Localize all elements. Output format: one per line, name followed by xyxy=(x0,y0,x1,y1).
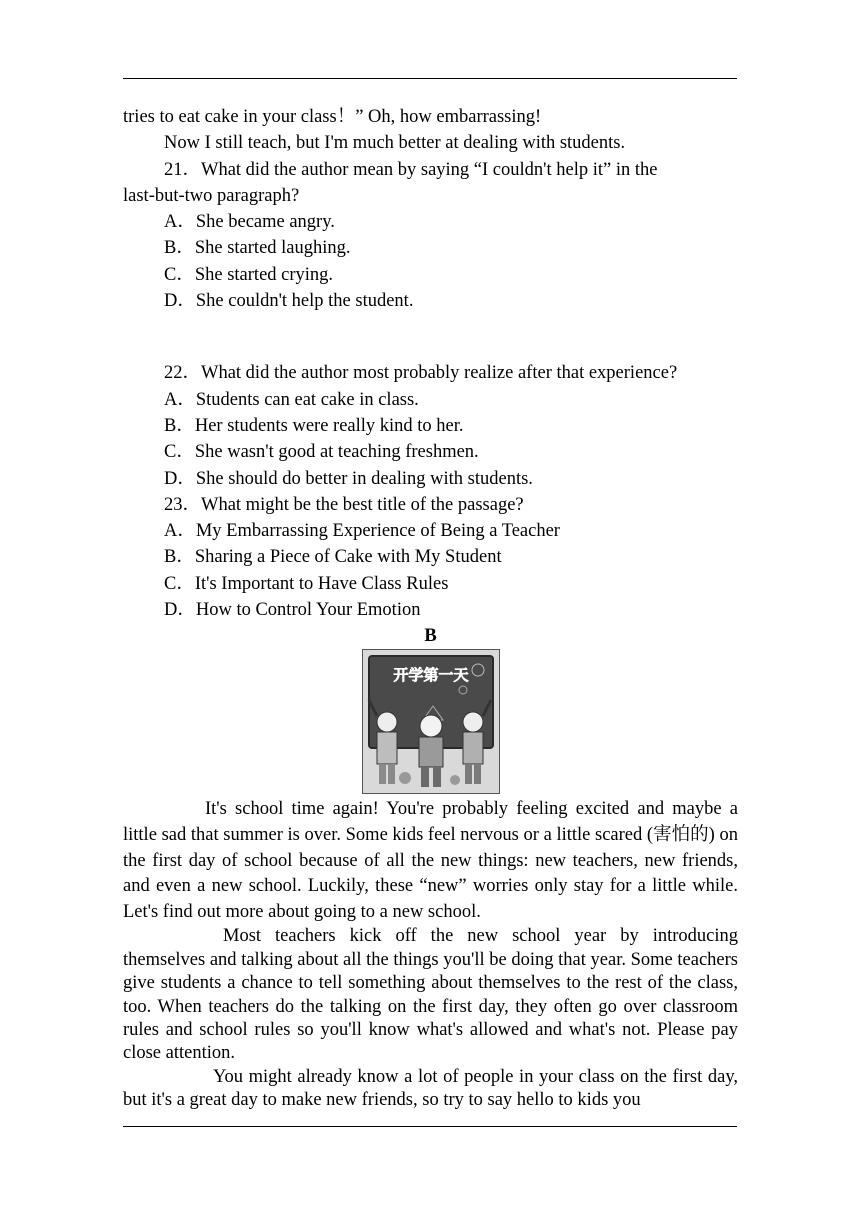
option-d: D．How to Control Your Emotion xyxy=(164,600,421,621)
first-day-of-school-illustration xyxy=(362,649,500,794)
classroom-picture xyxy=(363,650,499,793)
option-b: B．Her students were really kind to her. xyxy=(164,415,464,436)
option-c: C．She wasn't good at teaching freshmen. xyxy=(164,442,479,463)
passage-b-paragraph: Most teachers kick off the new school year by introducing themselves and talking about all the things you'll be doing that year. Some teachers give students a chance to tell something about themselves to the rest of the class, too. When teachers do the talking on the first day, they often go over classroom rules and school rules so you'll know what's allowed and what's not. Please pay close attention. xyxy=(123,926,738,1064)
question-23-stem: 23．What might be the best title of the passage? xyxy=(164,494,524,515)
passage-a-tail-line: tries to eat cake in your class！” Oh, how embarrassing! xyxy=(123,107,542,127)
option-c: C．It's Important to Have Class Rules xyxy=(164,573,449,594)
option-d: D．She couldn't help the student. xyxy=(164,291,414,312)
image-caption: 开学第一天 xyxy=(392,666,469,685)
passage-b-paragraph: It's school time again! You're probably feeling excited and maybe a little sad that summer is over. Some kids feel nervous or a little scared (害怕的) on the first day of school because of all the new things: new teachers, new friends, and even a new school. Luckily, these “new” worries only stay for a little while. Let's find out more about going to a new school. xyxy=(123,799,738,922)
passage-b-paragraph: You might already know a lot of people in your class on the first day, but it's a great day to make new friends, so try to say hello to kids you xyxy=(123,1066,738,1111)
option-a: A．She became angry. xyxy=(164,212,335,233)
section-b-heading: B xyxy=(424,626,437,647)
header-rule xyxy=(123,78,737,79)
option-c: C．She started crying. xyxy=(164,264,334,285)
page-content xyxy=(123,104,738,1113)
footer-rule xyxy=(123,1126,737,1127)
question-22-stem: 22．What did the author most probably realize after that experience? xyxy=(164,363,678,384)
option-b: B．Sharing a Piece of Cake with My Student xyxy=(164,547,502,568)
question-21-stem-cont: last-but-two paragraph? xyxy=(123,185,300,206)
option-a: A．My Embarrassing Experience of Being a Teacher xyxy=(164,521,560,542)
option-a: A．Students can eat cake in class. xyxy=(164,389,419,410)
option-b: B．She started laughing. xyxy=(164,238,351,259)
option-d: D．She should do better in dealing with students. xyxy=(164,468,533,489)
question-21-stem: 21．What did the author mean by saying “I couldn't help it” in the xyxy=(164,159,658,180)
passage-a-tail-line: Now I still teach, but I'm much better at dealing with students. xyxy=(164,133,626,154)
